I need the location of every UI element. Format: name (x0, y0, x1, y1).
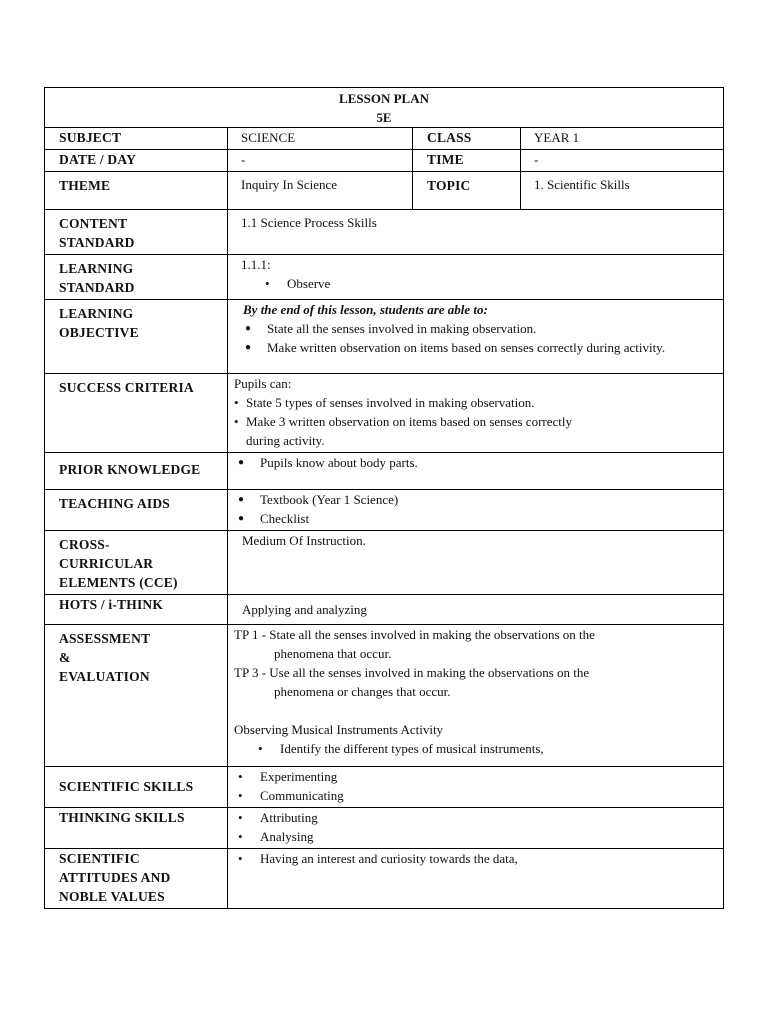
thinking-skills-list (234, 808, 717, 846)
tp3-line2: phenomena or changes that occur. (274, 684, 451, 699)
attitudes-label-line1: SCIENTIFIC (59, 851, 140, 866)
time-label: TIME (413, 150, 521, 172)
content-standard-label-line1: CONTENT (59, 216, 128, 231)
thinking-skills-value (228, 808, 724, 849)
list-item: • State 5 types of senses involved in making observation. (234, 393, 717, 412)
list-item: • Observe (261, 274, 717, 293)
success-criteria-value (228, 374, 724, 453)
learning-standard-label-line1: LEARNING (59, 261, 134, 276)
header-row (45, 88, 724, 128)
teaching-aids-list (234, 490, 717, 528)
cce-label (45, 531, 228, 595)
tp1-line2: phenomena that occur. (274, 646, 392, 661)
class-value: YEAR 1 (521, 128, 724, 150)
page-subtitle: 5E (376, 110, 392, 125)
scientific-skills-value (228, 767, 724, 808)
success-criteria-row (45, 374, 724, 453)
learning-objective-intro: By the end of this lesson, students are able to: (243, 302, 488, 317)
date-value: - (228, 150, 413, 172)
assessment-label-line2: & (59, 650, 71, 665)
scientific-skills-row (45, 767, 724, 808)
theme-label: THEME (45, 172, 228, 210)
teaching-aids-label: TEACHING AIDS (45, 490, 228, 531)
date-label: DATE / DAY (45, 150, 228, 172)
page-title: LESSON PLAN (339, 91, 429, 106)
prior-knowledge-row (45, 453, 724, 490)
scientific-skills-label: SCIENTIFIC SKILLS (45, 767, 228, 808)
attitudes-label-line3: NOBLE VALUES (59, 889, 165, 904)
content-standard-row (45, 210, 724, 255)
learning-standard-row (45, 255, 724, 300)
attitudes-list (234, 849, 717, 868)
attitudes-label-line2: ATTITUDES AND (59, 870, 171, 885)
prior-knowledge-list (234, 453, 717, 472)
attitudes-row (45, 849, 724, 909)
list-item: ● Textbook (Year 1 Science) (234, 490, 717, 509)
content-standard-label (45, 210, 228, 255)
learning-objective-value (228, 300, 724, 374)
subject-row (45, 128, 724, 150)
date-row (45, 150, 724, 172)
header-cell (45, 88, 724, 128)
activity-list (254, 739, 717, 758)
tp3-line1: TP 3 - Use all the senses involved in making the observations on the (234, 665, 590, 680)
cce-row (45, 531, 724, 595)
theme-row (45, 172, 724, 210)
teaching-aids-row (45, 490, 724, 531)
class-label: CLASS (413, 128, 521, 150)
success-criteria-label: SUCCESS CRITERIA (45, 374, 228, 453)
learning-objective-list (241, 319, 717, 357)
hots-value: Applying and analyzing (228, 595, 724, 625)
list-item: • Analysing (234, 827, 717, 846)
thinking-skills-label: THINKING SKILLS (45, 808, 228, 849)
assessment-label (45, 625, 228, 767)
list-item: • Having an interest and curiosity towards the data, (234, 849, 717, 868)
list-item: • Experimenting (234, 767, 717, 786)
subject-value: SCIENCE (228, 128, 413, 150)
list-item: • Identify the different types of musical instruments, (254, 739, 717, 758)
list-item: • Communicating (234, 786, 717, 805)
attitudes-value (228, 849, 724, 909)
attitudes-label (45, 849, 228, 909)
list-item: • Attributing (234, 808, 717, 827)
topic-label: TOPIC (413, 172, 521, 210)
list-item-continuation: during activity. (246, 433, 325, 448)
content-standard-label-line2: STANDARD (59, 235, 135, 250)
topic-value: 1. Scientific Skills (521, 172, 724, 210)
cce-value: Medium Of Instruction. (228, 531, 724, 595)
subject-label: SUBJECT (45, 128, 228, 150)
learning-standard-code: 1.1.1: (241, 257, 271, 272)
list-item: ● Pupils know about body parts. (234, 453, 717, 472)
learning-objective-label-line1: LEARNING (59, 306, 134, 321)
learning-standard-label-line2: STANDARD (59, 280, 135, 295)
list-item: ● Make written observation on items based on senses correctly during activity. (241, 338, 717, 357)
cce-label-line3: ELEMENTS (CCE) (59, 575, 178, 590)
assessment-label-line1: ASSESSMENT (59, 631, 151, 646)
thinking-skills-row (45, 808, 724, 849)
prior-knowledge-value (228, 453, 724, 490)
scientific-skills-list (234, 767, 717, 805)
assessment-value (228, 625, 724, 767)
learning-objective-label-line2: OBJECTIVE (59, 325, 139, 340)
list-item: • Make 3 written observation on items based on senses correctly (234, 412, 717, 431)
prior-knowledge-label: PRIOR KNOWLEDGE (45, 453, 228, 490)
assessment-row (45, 625, 724, 767)
cce-label-line1: CROSS- (59, 537, 110, 552)
theme-value: Inquiry In Science (228, 172, 413, 210)
assessment-label-line3: EVALUATION (59, 669, 150, 684)
hots-label: HOTS / i-THINK (45, 595, 228, 625)
learning-standard-value (228, 255, 724, 300)
learning-objective-row (45, 300, 724, 374)
content-standard-value: 1.1 Science Process Skills (228, 210, 724, 255)
teaching-aids-value (228, 490, 724, 531)
hots-row (45, 595, 724, 625)
lesson-plan-table (44, 87, 724, 909)
learning-objective-label (45, 300, 228, 374)
tp1-line1: TP 1 - State all the senses involved in making the observations on the (234, 627, 595, 642)
list-item: ● State all the senses involved in making observation. (241, 319, 717, 338)
learning-standard-list (261, 274, 717, 293)
activity-title: Observing Musical Instruments Activity (234, 722, 444, 737)
cce-label-line2: CURRICULAR (59, 556, 154, 571)
time-value: - (521, 150, 724, 172)
learning-standard-label (45, 255, 228, 300)
list-item: ● Checklist (234, 509, 717, 528)
success-criteria-intro: Pupils can: (234, 376, 292, 391)
